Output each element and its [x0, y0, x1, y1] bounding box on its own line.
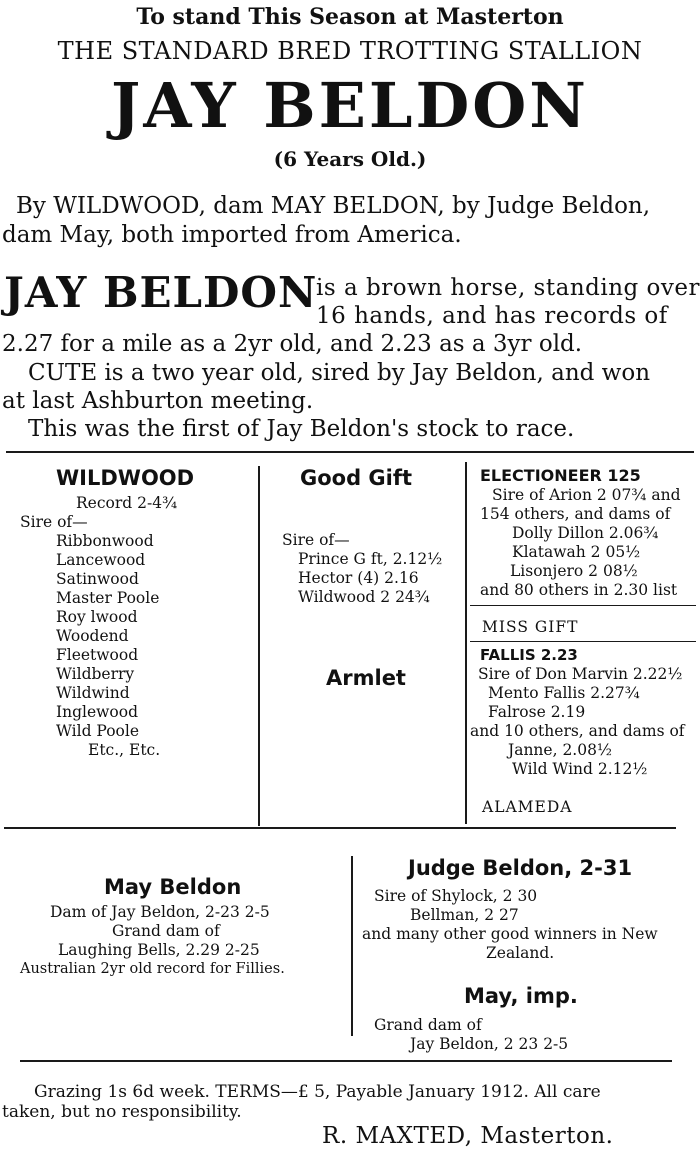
- description-line-3: 2.27 for a mile as a 2yr old, and 2.23 as a 3yr old.: [2, 331, 583, 357]
- electioneer-line: Sire of Arion 2 07¾ and: [492, 486, 681, 504]
- electioneer-title: ELECTIONEER 125: [480, 466, 641, 485]
- wildwood-progeny-item: Ribbonwood: [56, 532, 154, 550]
- armlet-title: Armlet: [326, 666, 406, 690]
- description-line-1: is a brown horse, standing over: [316, 275, 700, 301]
- description-name-big: JAY BELDON: [4, 268, 318, 317]
- good-gift-progeny-list: [298, 550, 442, 607]
- alameda-label: ALAMEDA: [482, 798, 573, 816]
- top-pedigree-rule: [6, 451, 694, 453]
- electioneer-underline: [470, 605, 696, 606]
- header-season-line: To stand This Season at Masterton: [136, 4, 564, 30]
- good-gift-progeny-item: Hector (4) 2.16: [298, 569, 419, 587]
- wildwood-sire-of: Sire of—: [20, 513, 88, 531]
- wildwood-progeny-item: Wildberry: [56, 665, 135, 683]
- may-imp-title: May, imp.: [464, 984, 578, 1008]
- fallis-line: Sire of Don Marvin 2.22½: [478, 665, 683, 683]
- good-gift-progeny-item: Prince G ft, 2.12½: [298, 550, 443, 568]
- header-stallion-line: THE STANDARD BRED TROTTING STALLION: [57, 37, 643, 65]
- may-beldon-line: Laughing Bells, 2.29 2-25: [58, 941, 260, 959]
- terms-line-1: Grazing 1s 6d week. TERMS—£ 5, Payable January 1912. All care: [34, 1082, 601, 1102]
- wildwood-progeny-item: Woodend: [56, 627, 129, 645]
- fallis-line: Falrose 2.19: [488, 703, 586, 721]
- may-imp-line: Grand dam of: [374, 1016, 482, 1034]
- wildwood-title: WILDWOOD: [56, 466, 195, 490]
- may-beldon-line: Australian 2yr old record for Fillies.: [20, 961, 285, 977]
- terms-line-2: taken, but no responsibility.: [2, 1102, 242, 1122]
- judge-beldon-line: Zealand.: [486, 944, 555, 962]
- bottom-pedigree-rule: [20, 1060, 672, 1062]
- wildwood-progeny-item: Fleetwood: [56, 646, 139, 664]
- fallis-line: Mento Fallis 2.27¾: [488, 684, 640, 702]
- wildwood-record: Record 2-4¾: [76, 494, 178, 512]
- dam-column-divider: [351, 856, 353, 1036]
- good-gift-sire-of: Sire of—: [282, 531, 350, 549]
- column-divider-2: [465, 462, 467, 824]
- fallis-line: and 10 others, and dams of: [470, 722, 685, 740]
- horse-name-title: JAY BELDON: [111, 69, 589, 142]
- wildwood-progeny-item: Master Poole: [56, 589, 160, 607]
- fallis-line: Wild Wind 2.12½: [512, 760, 648, 778]
- pedigree-intro-line-2: dam May, both imported from America.: [2, 222, 462, 248]
- judge-beldon-line: Bellman, 2 27: [410, 906, 519, 924]
- fallis-title: FALLIS 2.23: [480, 646, 578, 664]
- wildwood-progeny-item: Lancewood: [56, 551, 146, 569]
- miss-gift-label: MISS GIFT: [482, 618, 579, 636]
- middle-pedigree-rule: [4, 827, 676, 829]
- fallis-line: Janne, 2.08½: [508, 741, 612, 759]
- electioneer-line: Dolly Dillon 2.06¾: [512, 524, 659, 542]
- may-beldon-title: May Beldon: [104, 875, 242, 899]
- electioneer-line: Lisonjero 2 08½: [510, 562, 638, 580]
- judge-beldon-title: Judge Beldon, 2-31: [408, 856, 633, 880]
- may-beldon-line: Dam of Jay Beldon, 2-23 2-5: [50, 903, 270, 921]
- wildwood-progeny-item: Satinwood: [56, 570, 139, 588]
- description-line-6: This was the first of Jay Beldon's stock to race.: [28, 416, 575, 442]
- good-gift-progeny-item: Wildwood 2 24¾: [298, 588, 430, 606]
- wildwood-progeny-item: Roy lwood: [56, 608, 138, 626]
- good-gift-title: Good Gift: [300, 466, 413, 490]
- wildwood-progeny-item: Wild Poole: [56, 722, 140, 740]
- signature: R. MAXTED, Masterton.: [322, 1123, 614, 1149]
- wildwood-progeny-list: [56, 532, 160, 760]
- wildwood-progeny-item: Etc., Etc.: [88, 741, 161, 759]
- column-divider-1: [258, 466, 260, 826]
- description-line-2: 16 hands, and has records of: [316, 303, 668, 329]
- judge-beldon-line: and many other good winners in New: [362, 925, 658, 943]
- miss-gift-underline: [470, 641, 696, 642]
- may-imp-line: Jay Beldon, 2 23 2-5: [410, 1035, 569, 1053]
- description-line-4: CUTE is a two year old, sired by Jay Beldon, and won: [28, 360, 651, 386]
- description-line-5: at last Ashburton meeting.: [2, 388, 314, 414]
- may-beldon-line: Grand dam of: [112, 922, 220, 940]
- wildwood-progeny-item: Inglewood: [56, 703, 139, 721]
- judge-beldon-line: Sire of Shylock, 2 30: [374, 887, 538, 905]
- horse-age: (6 Years Old.): [273, 147, 427, 171]
- electioneer-line: Klatawah 2 05½: [512, 543, 641, 561]
- wildwood-progeny-item: Wildwind: [56, 684, 130, 702]
- electioneer-line: and 80 others in 2.30 list: [480, 581, 678, 599]
- electioneer-line: 154 others, and dams of: [480, 505, 671, 523]
- pedigree-intro-line-1: By WILDWOOD, dam MAY BELDON, by Judge Beldon,: [16, 193, 651, 219]
